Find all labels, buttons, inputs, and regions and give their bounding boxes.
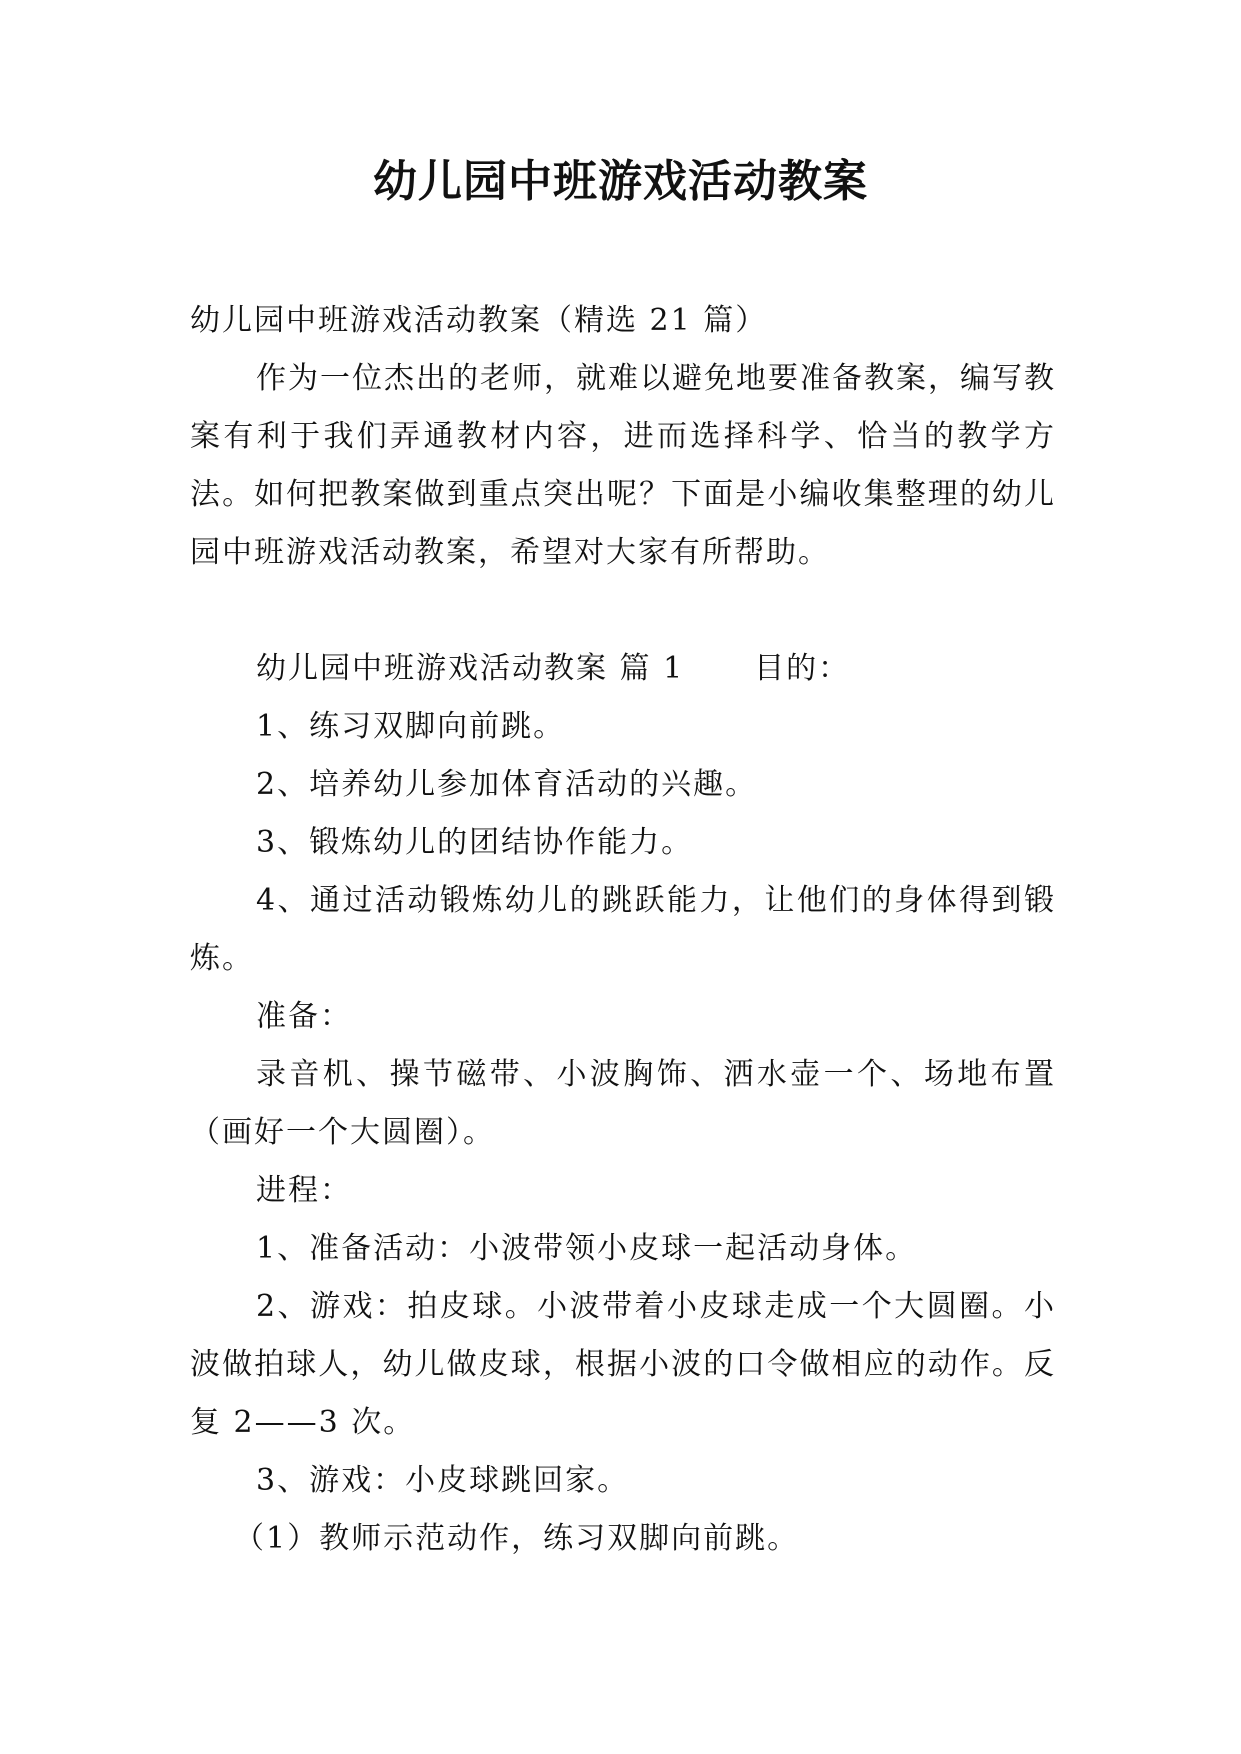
process-step: 3、游戏：小皮球跳回家。 (256, 1463, 630, 1498)
process-substep: （1）教师示范动作，练习双脚向前跳。 (234, 1521, 800, 1556)
goal-item: 2、培养幼儿参加体育活动的兴趣。 (256, 767, 758, 802)
goal-item: 1、练习双脚向前跳。 (256, 709, 566, 744)
process-step: 2、游戏：拍皮球。小波带着小皮球走成一个大圆圈。小波做拍球人，幼儿做皮球，根据小波的口令做相应的动作。反复 2——3 次。 (190, 1289, 1056, 1440)
document-body (190, 292, 1056, 1568)
goal-label: 目的： (754, 651, 851, 686)
document-title: 幼儿园中班游戏活动教案 (373, 156, 868, 207)
document-subtitle: 幼儿园中班游戏活动教案（精选 21 篇） (190, 303, 768, 338)
section-heading: 幼儿园中班游戏活动教案 篇 1 (256, 651, 685, 686)
process-label: 进程： (256, 1173, 352, 1208)
prep-label: 准备： (256, 999, 352, 1034)
intro-paragraph: 作为一位杰出的老师，就难以避免地要准备教案，编写教案有利于我们弄通教材内容，进而选择科学、恰当的教学方法。如何把教案做到重点突出呢？下面是小编收集整理的幼儿园中班游戏活动教案，希望对大家有所帮助。 (190, 361, 1056, 570)
goal-item: 4、通过活动锻炼幼儿的跳跃能力，让他们的身体得到锻炼。 (190, 883, 1056, 976)
process-step: 1、准备活动：小波带领小皮球一起活动身体。 (256, 1231, 918, 1266)
section-heading-line (190, 640, 1056, 698)
prep-text: 录音机、操节磁带、小波胸饰、洒水壶一个、场地布置（画好一个大圆圈）。 (190, 1057, 1056, 1150)
goal-item: 3、锻炼幼儿的团结协作能力。 (256, 825, 694, 860)
